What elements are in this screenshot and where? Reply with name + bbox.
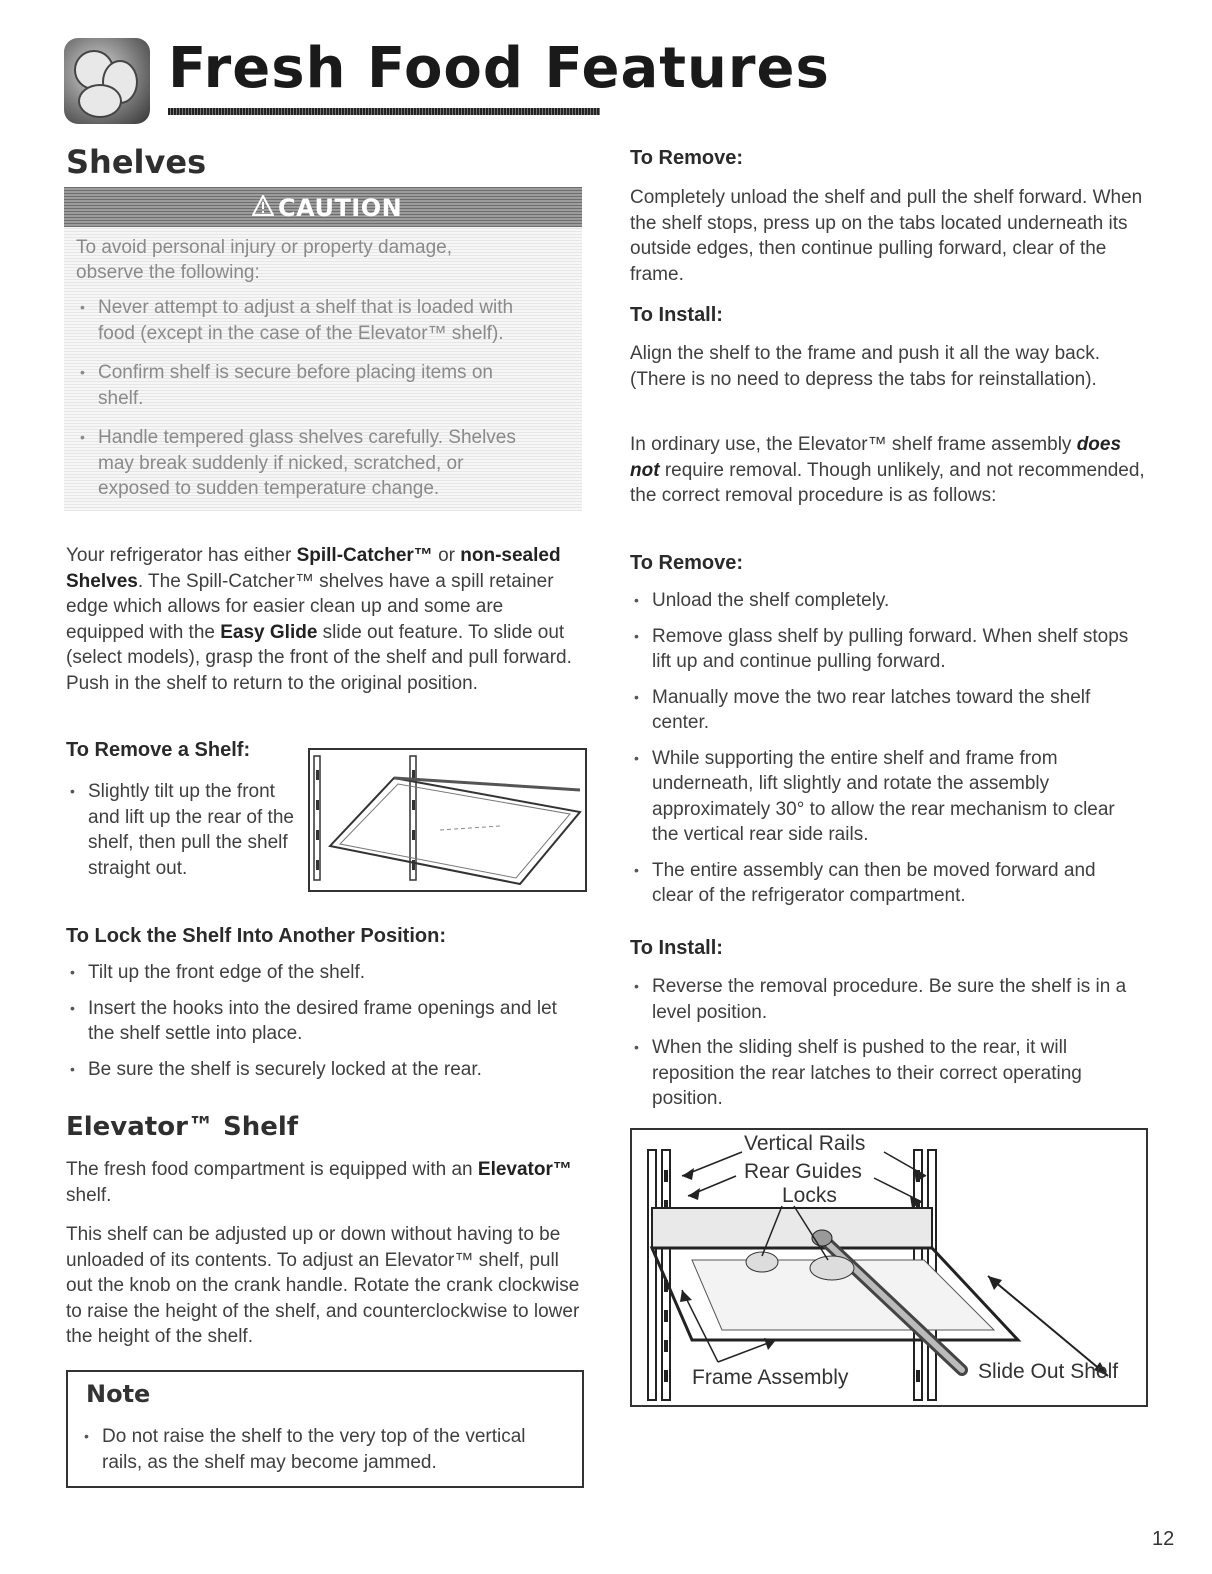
warning-triangle-icon: [252, 195, 274, 217]
install-paragraph: Align the shelf to the frame and push it all the way back. (There is no need to depress the tabs for reinstallation).: [630, 343, 1100, 390]
list-item: • The entire assembly can then be moved forward and clear of the refrigerator compartment.: [630, 858, 1142, 909]
remove-heading: To Remove:: [630, 147, 743, 169]
caution-item: • Confirm shelf is secure before placing items on shelf.: [78, 360, 578, 411]
remove-shelf-heading: To Remove a Shelf:: [66, 739, 251, 761]
shelf-removal-illustration: [308, 748, 587, 892]
list-item: • Insert the hooks into the desired frame openings and let the shelf settle into place.: [66, 996, 582, 1047]
label-rear-guides: Rear Guides: [744, 1160, 862, 1183]
note-box: [66, 1370, 584, 1488]
remove-frame-list: [630, 588, 1142, 909]
elevator-adjust-paragraph: This shelf can be adjusted up or down without having to be unloaded of its contents. To adjust an Elevator™ shelf, pull out the knob on the crank handle. Rotate the crank clockwise to raise the height of the shelf, and counterclockwise to lower the height of the shelf.: [66, 1224, 580, 1347]
remove-frame-heading: To Remove:: [630, 552, 743, 574]
list-item: • Unload the shelf completely.: [630, 588, 1142, 614]
lock-shelf-heading: To Lock the Shelf Into Another Position:: [66, 925, 446, 947]
list-item: • Remove glass shelf by pulling forward. When shelf stops lift up and continue pulling forward.: [630, 624, 1142, 675]
note-list: [80, 1424, 570, 1475]
remove-shelf-list: [66, 779, 294, 881]
elevator-frame-paragraph: In ordinary use, the Elevator™ shelf frame assembly does not require removal. Though unlikely, and not recommended, the correct removal procedure is as follows:: [630, 434, 1145, 506]
list-item: • While supporting the entire shelf and frame from underneath, lift slightly and rotate the assembly approximately 30° to allow the rear mechanism to clear the vertical rear side rails.: [630, 746, 1142, 848]
elevator-shelf-heading: Elevator™ Shelf: [66, 1112, 299, 1142]
shelf-on-rails-drawing: [310, 750, 585, 890]
caution-intro-line-1: To avoid personal injury or property damage,: [76, 237, 452, 258]
label-frame-assembly: Frame Assembly: [692, 1366, 849, 1389]
note-title: Note: [86, 1380, 151, 1408]
caution-item: • Never attempt to adjust a shelf that is loaded with food (except in the case of the Elevator™ shelf).: [78, 295, 578, 346]
shelf-types-paragraph: Your refrigerator has either Spill-Catcher™ or non-sealed Shelves. The Spill-Catcher™ shelves have a spill retainer edge which allows for easier clean up and some are equipped with the Easy Glide slide out feature. To slide out (select models), grasp the front of the shelf and pull forward. Push in the shelf to return to the original position.: [66, 545, 572, 694]
caution-label-text: CAUTION: [278, 194, 403, 222]
shelves-heading: Shelves: [66, 143, 207, 181]
install-frame-heading: To Install:: [630, 937, 723, 959]
page-title: Fresh Food Features: [168, 36, 830, 101]
caution-item: • Handle tempered glass shelves carefully. Shelves may break suddenly if nicked, scratched, or exposed to sudden temperature change.: [78, 425, 578, 502]
lock-shelf-list: [66, 960, 582, 1082]
remove-paragraph: Completely unload the shelf and pull the shelf forward. When the shelf stops, press up on the tabs located underneath its outside edges, then continue pulling forward, clear of the frame.: [630, 187, 1143, 285]
label-slide-out-shelf: Slide Out Shelf: [978, 1360, 1119, 1383]
list-item: • Manually move the two rear latches toward the shelf center.: [630, 685, 1142, 736]
list-item: • Be sure the shelf is securely locked at the rear.: [66, 1057, 582, 1083]
label-locks: Locks: [782, 1184, 837, 1207]
caution-list: [78, 295, 578, 516]
caution-box: [64, 187, 582, 511]
elevator-shelf-illustration: [630, 1128, 1148, 1407]
list-item: • Slightly tilt up the front and lift up the rear of the shelf, then pull the shelf straight out.: [66, 779, 294, 881]
list-item: • Tilt up the front edge of the shelf.: [66, 960, 582, 986]
title-underline: [168, 108, 600, 115]
list-item: • When the sliding shelf is pushed to the rear, it will reposition the rear latches to their correct operating position.: [630, 1035, 1142, 1112]
fresh-food-icon: [64, 38, 150, 124]
install-heading: To Install:: [630, 304, 723, 326]
list-item: • Reverse the removal procedure. Be sure the shelf is in a level position.: [630, 974, 1142, 1025]
page-number: 12: [1152, 1528, 1175, 1550]
caution-intro-line-2: observe the following:: [76, 262, 260, 283]
list-item: • Do not raise the shelf to the very top of the vertical rails, as the shelf may become jammed.: [80, 1424, 570, 1475]
label-vertical-rails: Vertical Rails: [744, 1132, 866, 1155]
caution-bar: [64, 187, 582, 227]
install-frame-list: [630, 974, 1142, 1112]
elevator-intro-paragraph: The fresh food compartment is equipped with an Elevator™ shelf.: [66, 1159, 572, 1206]
caution-label: [252, 194, 402, 222]
